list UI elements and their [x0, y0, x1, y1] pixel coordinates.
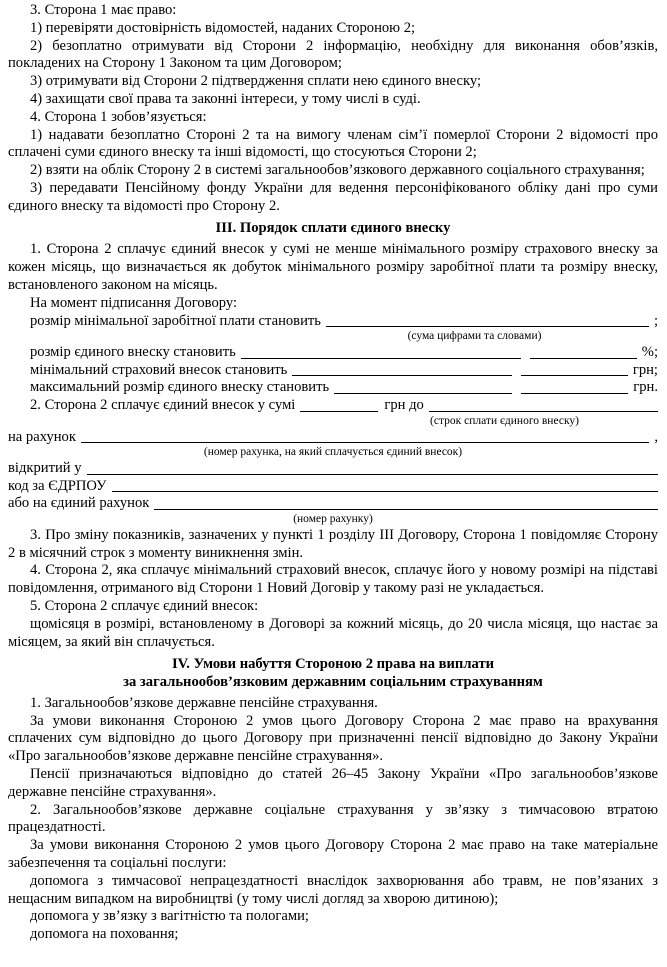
field-caption-number: (номер рахунку) [293, 513, 373, 526]
form-label: максимальний розмір єдиного внеску становить [30, 379, 330, 396]
paragraph: За умови виконання Стороною 2 умов цього Договору Сторона 2 має право на врахування сплачених сум відповідно до цього Договору при призначенні пенсії відповідно до Закону України «Про загальнообов’язкове державне пенсійне страхування». [8, 712, 658, 765]
paragraph: 1. Сторона 2 сплачує єдиний внесок у сумі не менше мінімального розміру страхового внеску за кожен місяць, що визначається як добуток мінімального розміру заробітної плати та розміру внеску, встановленого законом на місяць. [8, 241, 658, 293]
section-heading-iii: III. Порядок сплати єдиного внеску [215, 219, 451, 236]
blank-field-rate-1 [241, 344, 521, 359]
form-label: розмір мінімальної заробітної плати становить [30, 312, 321, 329]
section-heading-iv-line2: за загальнообов’язковим державним соціальним страхуванням [123, 674, 543, 691]
blank-field-edrpou [112, 478, 659, 493]
form-line-single-account [8, 495, 658, 513]
field-caption-term: (строк сплати єдиного внеску) [430, 415, 579, 428]
blank-field-rate-2 [530, 344, 637, 359]
section-heading-iv [8, 656, 658, 692]
paragraph: 3) отримувати від Сторони 2 підтвердження сплати нею єдиного внеску; [30, 73, 481, 90]
paragraph: На момент підписання Договору: [30, 294, 238, 311]
paragraph: 4. Сторона 2, яка сплачує мінімальний страховий внесок, сплачує його у новому розмірі на підставі повідомлення, отриманого від Сторони 1 Новий Договір у такому разі не укладається. [8, 562, 658, 597]
paragraph: 1) надавати безоплатно Стороні 2 та на вимогу членам сім’ї померлої Сторони 2 відомості про сплачені суми єдиного внеску та інші відомості, що стосуються Сторони 2; [8, 126, 658, 161]
paragraph: 4. Сторона 1 зобов’язується: [30, 108, 207, 125]
form-label: або на єдиний рахунок [8, 495, 150, 512]
form-label: розмір єдиного внеску становить [30, 343, 236, 360]
paragraph: 3. Про зміну показників, зазначених у пункті 1 розділу III Договору, Сторона 1 повідомляє Сторону 2 в місячний строк з моменту виникнення змін. [8, 526, 658, 561]
paragraph: 2) взяти на облік Сторону 2 в системі загальнообов’язкового державного соціального страхування; [30, 162, 645, 179]
blank-field-max-1 [334, 379, 512, 394]
field-caption-account: (номер рахунка, на який сплачується єдиний внесок) [203, 446, 463, 459]
paragraph: 3) передавати Пенсійному фонду України для ведення персоніфікованого обліку дані про суми єдиного внеску та відомості про Сторону 2. [8, 179, 658, 214]
field-caption-sum: (сума цифрами та словами) [407, 330, 542, 343]
section-heading-iv-line1: IV. Умови набуття Стороною 2 права на виплати [171, 656, 495, 673]
blank-field-opened [87, 460, 658, 475]
paragraph: 5. Сторона 2 сплачує єдиний внесок: [30, 597, 259, 614]
form-label: відкритий у [8, 459, 82, 476]
form-line-opened-at [8, 460, 658, 478]
form-label: код за ЄДРПОУ [8, 477, 107, 494]
form-label: на рахунок [8, 428, 76, 445]
form-line-edrpou [8, 478, 658, 496]
paragraph: 3. Сторона 1 має право: [30, 2, 177, 18]
form-suffix: грн. [633, 379, 658, 396]
paragraph: Пенсії призначаються відповідно до статей 26–45 Закону України «Про загальнообов’язкове державне пенсійне страхування». [8, 766, 658, 800]
form-suffix: грн; [632, 361, 658, 378]
blank-field-min-ins-1 [292, 362, 512, 377]
paragraph: допомога у зв’язку з вагітністю та пологами; [30, 908, 309, 925]
form-suffix: ; [653, 312, 658, 329]
blank-field-pay-amount [300, 397, 378, 412]
paragraph: 4) захищати свої права та законні інтереси, у тому числі в суді. [30, 90, 421, 107]
form-label: мінімальний страховий внесок становить [30, 361, 288, 378]
blank-field-account [81, 429, 649, 444]
form-line-min-wage [8, 313, 658, 331]
form-label: 2. Сторона 2 сплачує єдиний внесок у сумі [30, 397, 296, 414]
blank-field-min-ins-2 [521, 362, 628, 377]
paragraph: 1) перевіряти достовірність відомостей, наданих Стороною 2; [30, 19, 416, 36]
form-line-max-contribution [8, 379, 658, 397]
blank-field-single-account [154, 495, 658, 510]
form-suffix: %; [641, 343, 658, 360]
paragraph: 2) безоплатно отримувати від Сторони 2 інформацію, необхідну для виконання обов’язків, покладених на Сторону 1 Законом та цим Договором; [8, 37, 658, 72]
paragraph: За умови виконання Стороною 2 умов цього Договору Сторона 2 має право на таке матеріальне забезпечення та соціальні послуги: [8, 837, 658, 872]
form-label: грн до [384, 397, 424, 414]
paragraph: 1. Загальнообов’язкове державне пенсійне страхування. [30, 694, 378, 711]
paragraph: 2. Загальнообов’язкове державне соціальне страхування у зв’язку з тимчасовою втратою працездатності. [8, 801, 658, 836]
blank-field-pay-term [429, 397, 658, 412]
form-line-rate [8, 344, 658, 362]
form-line-account [8, 429, 658, 447]
paragraph: допомога на поховання; [30, 926, 179, 943]
form-line-payment [8, 397, 658, 415]
form-suffix: , [654, 428, 658, 445]
blank-field-min-wage [326, 313, 649, 328]
paragraph: щомісяця в розмірі, встановленому в Договорі за кожний місяць, до 20 числа місяця, що настає за місяцем, за який він сплачується. [8, 615, 658, 650]
paragraph: допомога з тимчасової непрацездатності внаслідок захворювання або травм, не пов’язаних з нещасним випадком на виробництві (у тому числі догляд за хворою дитиною); [8, 872, 658, 907]
blank-field-max-2 [521, 379, 628, 394]
form-line-min-insurance [8, 362, 658, 380]
